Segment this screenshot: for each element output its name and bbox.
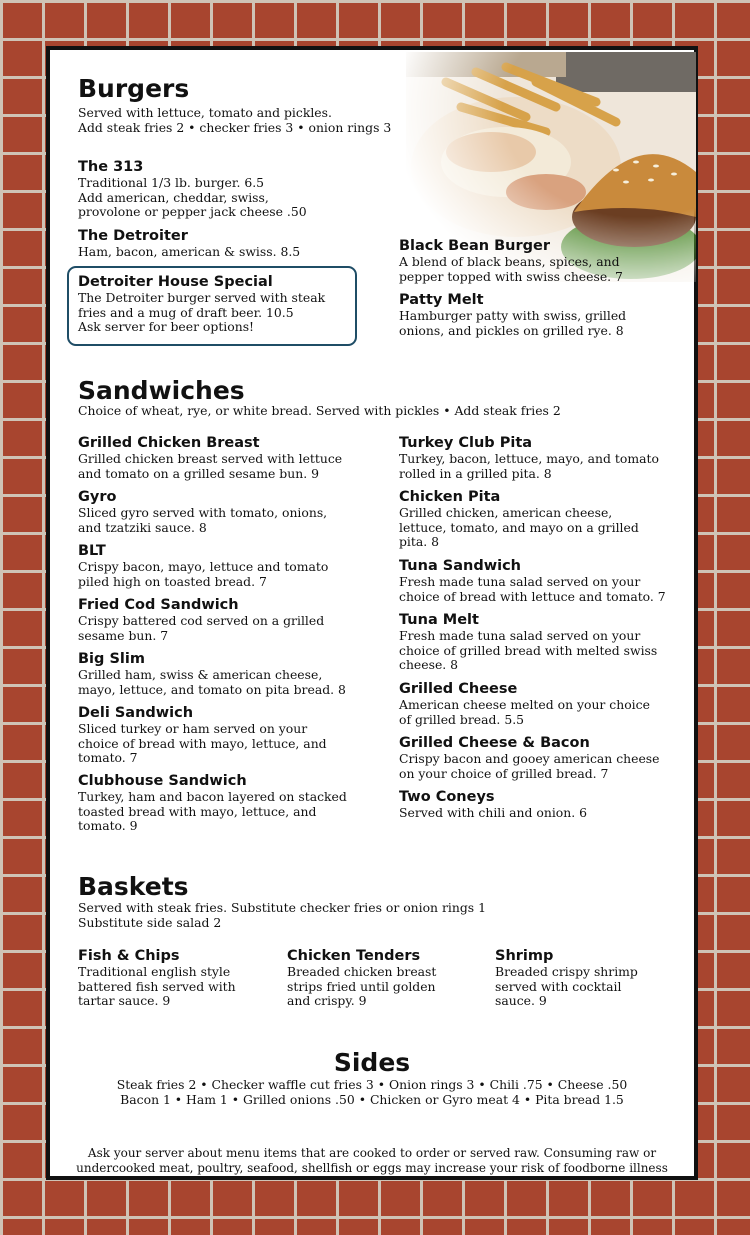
item-name: The Detroiter [78,228,188,244]
item-description: Fresh made tuna salad served on your choice of bread with lettuce and tomato. 7 [399,574,666,604]
menu-item-fried-cod-sandwich [78,596,324,643]
item-name: BLT [78,543,106,559]
item-name: Fried Cod Sandwich [78,597,239,613]
menu-item-two-coneys [399,788,587,821]
item-name: The 313 [78,159,144,175]
menu-item-grilled-cheese [399,680,650,727]
menu-page [46,46,698,1180]
menu-item-grilled-cheese-bacon [399,734,659,781]
item-name: Clubhouse Sandwich [78,773,247,789]
item-description: Grilled chicken, american cheese, lettuce, tomato, and mayo on a grilled pita. 8 [399,505,639,550]
foodborne-illness-disclaimer: Ask your server about menu items that are cooked to order or served raw. Consuming raw or undercooked meat, poultry, seafood, shellfish or eggs may increase your risk of foodborne illness [76,1146,668,1175]
menu-item-the-detroiter [78,227,300,260]
item-description: Traditional english style battered fish served with tartar sauce. 9 [78,964,236,1009]
item-name: Grilled Cheese & Bacon [399,735,590,751]
item-description: Breaded crispy shrimp served with cocktail sauce. 9 [495,964,638,1009]
item-description: Traditional 1/3 lb. burger. 6.5 Add american, cheddar, swiss, provolone or pepper jack cheese .50 [78,175,307,220]
item-name: Big Slim [78,651,145,667]
menu-item-tuna-melt [399,611,657,673]
menu-item-blt [78,542,328,589]
item-description: Crispy bacon and gooey american cheese on your choice of grilled bread. 7 [399,751,660,781]
item-name: Chicken Pita [399,489,501,505]
menu-item-patty-melt [399,291,626,338]
item-name: Fish & Chips [78,948,180,964]
menu-item-gyro [78,488,327,535]
item-name: Grilled Chicken Breast [78,435,260,451]
item-description: Grilled ham, swiss & american cheese, mayo, lettuce, and tomato on pita bread. 8 [78,667,346,697]
item-description: The Detroiter burger served with steak fries and a mug of draft beer. 10.5 Ask server for beer options! [78,290,326,335]
sides-line-1: Steak fries 2 • Checker waffle cut fries 3 • Onion rings 3 • Chili .75 • Cheese .50 [116,1077,628,1092]
sides-heading: Sides [333,1048,411,1077]
menu-item-turkey-club-pita [399,434,659,481]
item-name: Patty Melt [399,292,484,308]
item-name: Tuna Melt [399,612,479,628]
menu-item-chicken-tenders [287,947,436,1009]
menu-item-deli-sandwich [78,704,327,766]
menu-item-detroiter-house-special [78,273,325,335]
item-name: Turkey Club Pita [399,435,533,451]
item-name: Two Coneys [399,789,495,805]
item-name: Grilled Cheese [399,681,518,697]
item-name: Shrimp [495,948,554,964]
item-description: Turkey, bacon, lettuce, mayo, and tomato rolled in a grilled pita. 8 [399,451,659,481]
item-description: Turkey, ham and bacon layered on stacked toasted bread with mayo, lettuce, and tomato. 9 [78,789,347,834]
menu-item-tuna-sandwich [399,557,666,604]
sandwiches-intro: Choice of wheat, rye, or white bread. Served with pickles • Add steak fries 2 [78,403,561,418]
menu-item-the-313 [78,158,307,220]
item-name: Gyro [78,489,117,505]
burgers-intro: Served with lettuce, tomato and pickles. Add steak fries 2 • checker fries 3 • onion rings 3 [78,105,392,135]
menu-item-grilled-chicken-breast [78,434,342,481]
menu-item-chicken-pita [399,488,639,550]
burgers-heading: Burgers [78,74,190,103]
item-description: Ham, bacon, american & swiss. 8.5 [78,244,301,259]
menu-item-clubhouse-sandwich [78,772,347,834]
item-description: Fresh made tuna salad served on your choice of grilled bread with melted swiss cheese. 8 [399,628,658,673]
item-description: Crispy battered cod served on a grilled sesame bun. 7 [78,613,325,643]
menu-item-big-slim [78,650,346,697]
item-description: A blend of black beans, spices, and pepper topped with swiss cheese. 7 [399,254,623,284]
item-name: Deli Sandwich [78,705,194,721]
menu-item-fish-chips [78,947,236,1009]
item-name: Black Bean Burger [399,238,551,254]
menu-item-black-bean-burger [399,237,623,284]
item-description: American cheese melted on your choice of grilled bread. 5.5 [399,697,650,727]
item-description: Breaded chicken breast strips fried until golden and crispy. 9 [287,964,437,1009]
item-description: Grilled chicken breast served with lettuce and tomato on a grilled sesame bun. 9 [78,451,343,481]
sandwiches-heading: Sandwiches [78,376,245,405]
menu-item-shrimp [495,947,638,1009]
baskets-heading: Baskets [78,872,189,901]
item-name: Chicken Tenders [287,948,421,964]
item-name: Tuna Sandwich [399,558,521,574]
item-name: Detroiter House Special [78,274,273,290]
baskets-intro: Served with steak fries. Substitute checker fries or onion rings 1 Substitute side salad 2 [78,900,486,930]
item-description: Hamburger patty with swiss, grilled onions, and pickles on grilled rye. 8 [399,308,627,338]
item-description: Crispy bacon, mayo, lettuce and tomato piled high on toasted bread. 7 [78,559,329,589]
item-description: Sliced gyro served with tomato, onions, and tzatziki sauce. 8 [78,505,328,535]
item-description: Sliced turkey or ham served on your choice of bread with mayo, lettuce, and tomato. 7 [78,721,327,766]
sides-line-2: Bacon 1 • Ham 1 • Grilled onions .50 • Chicken or Gyro meat 4 • Pita bread 1.5 [120,1092,624,1107]
item-description: Served with chili and onion. 6 [399,805,588,820]
